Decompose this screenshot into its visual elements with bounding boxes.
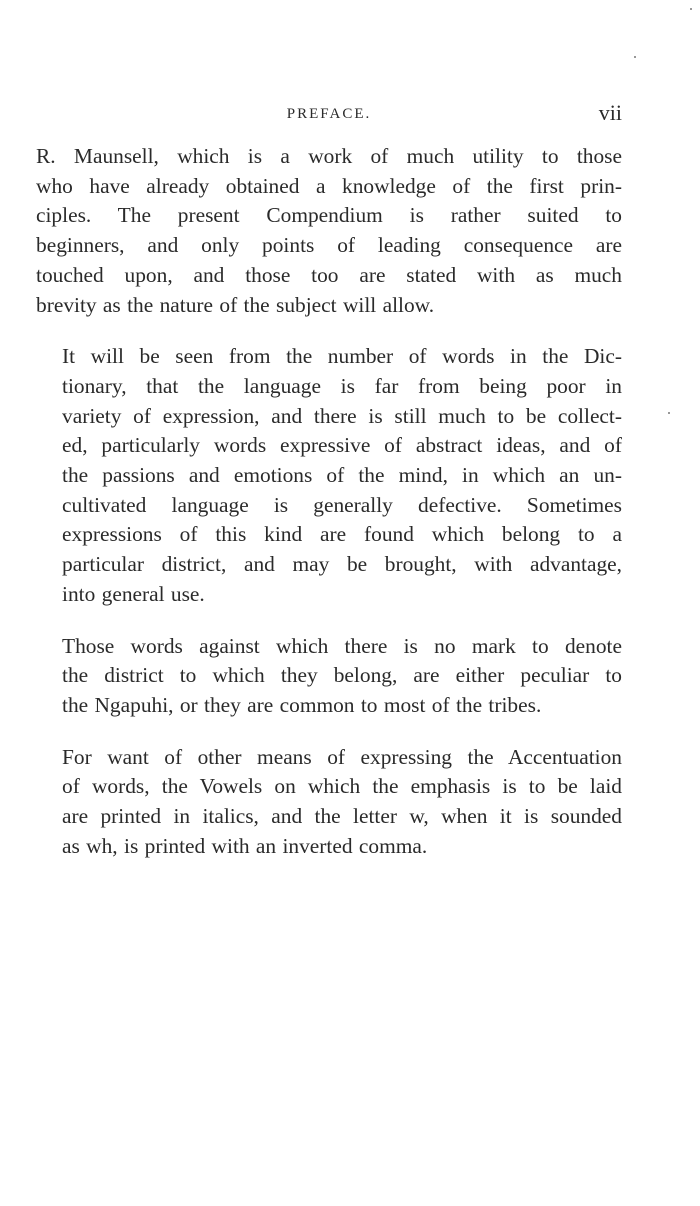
text-line: the district to which they belong, are either peculiar to — [62, 663, 622, 688]
text-line: cultivated language is generally defective. Sometimes — [62, 492, 622, 517]
text-line: brevity as the nature of the subject will allow. — [36, 292, 435, 317]
paragraph-2 — [36, 342, 622, 609]
text-line: are printed in italics, and the letter w, when it is sounded — [62, 804, 622, 829]
text-line: of words, the Vowels on which the emphasis is to be laid — [62, 774, 622, 799]
paragraph-1 — [36, 142, 622, 320]
text-line: ciples. The present Compendium is rather suited to — [36, 203, 622, 228]
print-speck — [668, 412, 670, 414]
paragraph-4 — [36, 743, 622, 862]
text-line: It will be seen from the number of words in the Dic- — [62, 344, 622, 369]
text-line: particular district, and may be brought, with advantage, — [62, 552, 622, 577]
text-line: expressions of this kind are found which belong to a — [62, 522, 622, 547]
text-line: beginners, and only points of leading consequence are — [36, 233, 622, 258]
text-line: as wh, is printed with an inverted comma. — [62, 833, 428, 858]
text-body — [36, 142, 622, 861]
text-line: touched upon, and those too are stated with as much — [36, 262, 622, 287]
text-line: R. Maunsell, which is a work of much utility to those — [36, 144, 622, 168]
print-speck — [690, 8, 692, 10]
text-line: ed, particularly words expressive of abstract ideas, and of — [62, 433, 622, 458]
page-header — [36, 100, 622, 130]
text-line: tionary, that the language is far from being poor in — [62, 373, 622, 398]
running-head: PREFACE. — [286, 106, 372, 122]
print-speck — [634, 56, 636, 58]
text-line: who have already obtained a knowledge of the first prin- — [36, 173, 622, 198]
text-line: Those words against which there is no mark to denote — [62, 633, 622, 658]
page-number: vii — [598, 100, 622, 125]
text-line: the Ngapuhi, or they are common to most of the tribes. — [62, 692, 542, 717]
paragraph-3 — [36, 632, 622, 721]
text-line: into general use. — [62, 581, 205, 606]
text-line: variety of expression, and there is still much to be collect- — [62, 403, 622, 428]
text-line: For want of other means of expressing the Accentuation — [62, 744, 622, 769]
text-line: the passions and emotions of the mind, in which an un- — [62, 463, 622, 488]
